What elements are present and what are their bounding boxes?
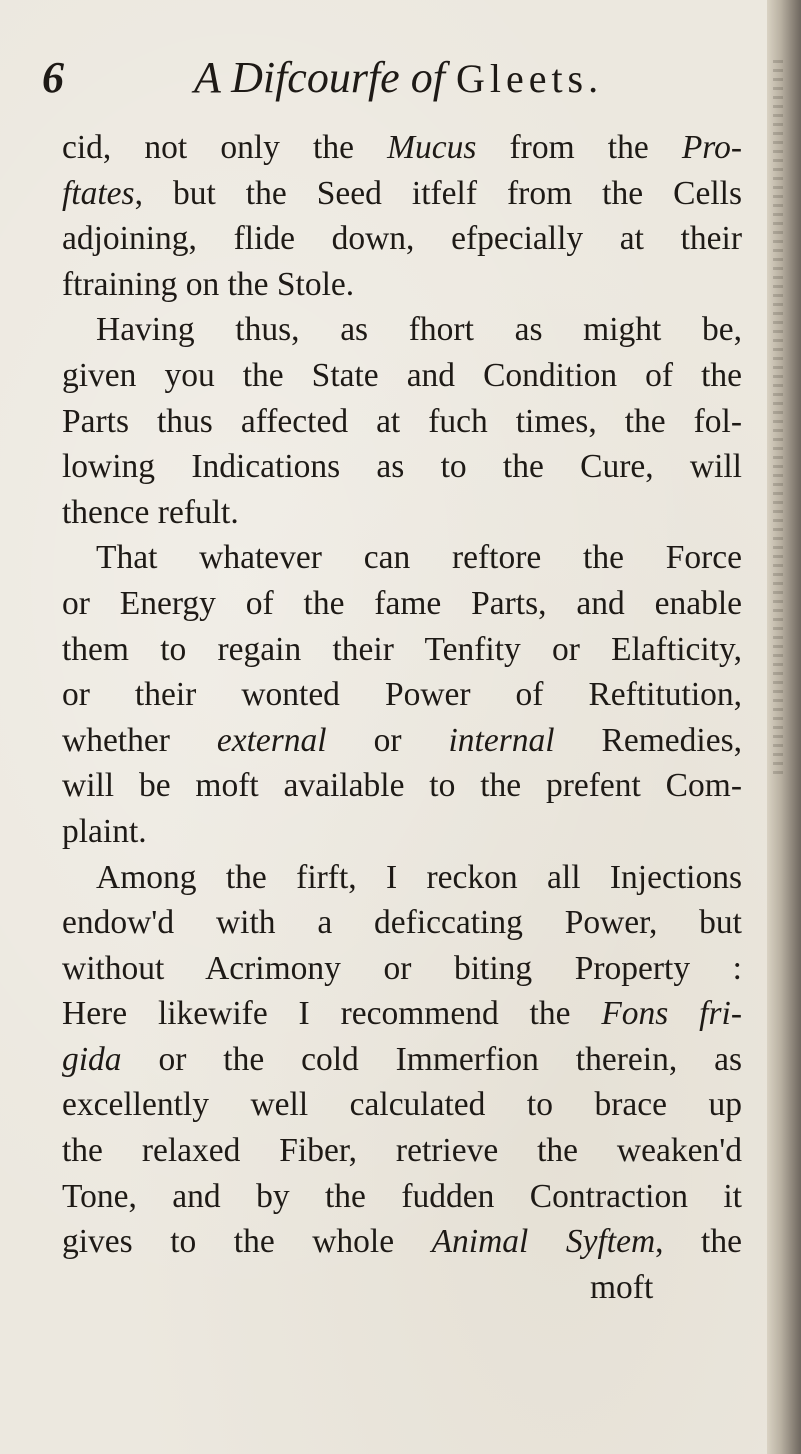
- italic-text: external: [216, 721, 327, 759]
- text-segment: , but the Seed itfelf from the Cells: [134, 174, 742, 212]
- italic-text: Mucus: [387, 129, 477, 166]
- italic-text: ftates: [62, 174, 135, 212]
- text-segment: Having thus, as fhort as might be,: [96, 311, 742, 349]
- text-segment: adjoining, flide down, efpecially at their: [62, 220, 742, 258]
- text-segment: given you the State and Condition of the: [62, 356, 742, 394]
- running-title-caps: Gleets.: [455, 56, 604, 101]
- text-line: [62, 718, 742, 764]
- text-segment: ftraining on the Stole.: [62, 265, 355, 303]
- text-segment: from the: [476, 129, 682, 166]
- text-segment: endow'd with a deficcating Power, but: [62, 904, 742, 942]
- text-line: [62, 444, 742, 490]
- text-line: [62, 353, 742, 399]
- text-line: [62, 763, 742, 809]
- text-line: [62, 216, 742, 262]
- page-header: [42, 52, 762, 112]
- text-line: [62, 581, 742, 627]
- italic-text: Animal Syftem: [431, 1223, 656, 1261]
- text-line: [62, 627, 742, 673]
- text-segment: , the: [655, 1223, 742, 1261]
- text-line: [62, 991, 742, 1037]
- italic-text: gida: [62, 1040, 122, 1078]
- text-segment: gives to the whole: [62, 1223, 432, 1261]
- text-segment: or the cold Immerfion therein, as: [121, 1040, 742, 1078]
- text-segment: plaint.: [62, 812, 147, 850]
- text-line: [62, 399, 742, 445]
- text-segment: That whatever can reftore the Force: [96, 539, 742, 577]
- text-line: [62, 672, 742, 718]
- text-segment: the relaxed Fiber, retrieve the weaken'd: [62, 1132, 742, 1170]
- text-line: [62, 262, 742, 308]
- italic-text: Fons fri-: [601, 995, 742, 1033]
- text-segment: or their wonted Power of Reftitution,: [62, 676, 742, 714]
- text-line: [62, 1219, 742, 1265]
- text-line: [62, 171, 742, 217]
- italic-text: Pro-: [681, 129, 742, 166]
- text-segment: Tone, and by the fudden Contraction it: [62, 1177, 742, 1215]
- running-title: [194, 52, 603, 103]
- catchword: moft: [590, 1268, 654, 1306]
- text-segment: will be moft available to the prefent Com-: [62, 767, 742, 805]
- text-segment: without Acrimony or biting Property :: [62, 949, 742, 987]
- text-line: [62, 809, 742, 855]
- text-line: [62, 1082, 742, 1128]
- text-segment: thence refult.: [62, 493, 239, 531]
- body-text: [62, 125, 742, 1310]
- text-line: [62, 946, 742, 992]
- text-segment: or: [326, 721, 449, 759]
- text-segment: Parts thus affected at fuch times, the fol-: [62, 402, 742, 440]
- italic-text: internal: [448, 721, 555, 759]
- text-segment: Among the firft, I reckon all Injections: [96, 858, 742, 896]
- text-line: [62, 1128, 742, 1174]
- text-line: [62, 900, 742, 946]
- text-line: [62, 125, 742, 171]
- text-segment: whether: [62, 721, 217, 759]
- text-segment: Here likewife I recommend the: [62, 995, 602, 1033]
- text-line: [62, 490, 742, 536]
- page-number: 6: [42, 53, 64, 102]
- text-line: [62, 855, 742, 901]
- text-line: [62, 535, 742, 581]
- page-edge-shadow: [767, 0, 801, 1454]
- text-segment: them to regain their Tenfity or Elafticity,: [62, 630, 742, 668]
- text-segment: lowing Indications as to the Cure, will: [62, 448, 742, 486]
- text-segment: Remedies,: [554, 721, 742, 759]
- text-segment: cid, not only the: [62, 129, 388, 166]
- text-line: [62, 1174, 742, 1220]
- text-line: [62, 307, 742, 353]
- text-segment: or Energy of the fame Parts, and enable: [62, 584, 742, 622]
- running-title-italic: A Difcourfe of: [194, 53, 445, 102]
- text-line: [62, 1037, 742, 1083]
- text-segment: excellently well calculated to brace up: [62, 1086, 742, 1124]
